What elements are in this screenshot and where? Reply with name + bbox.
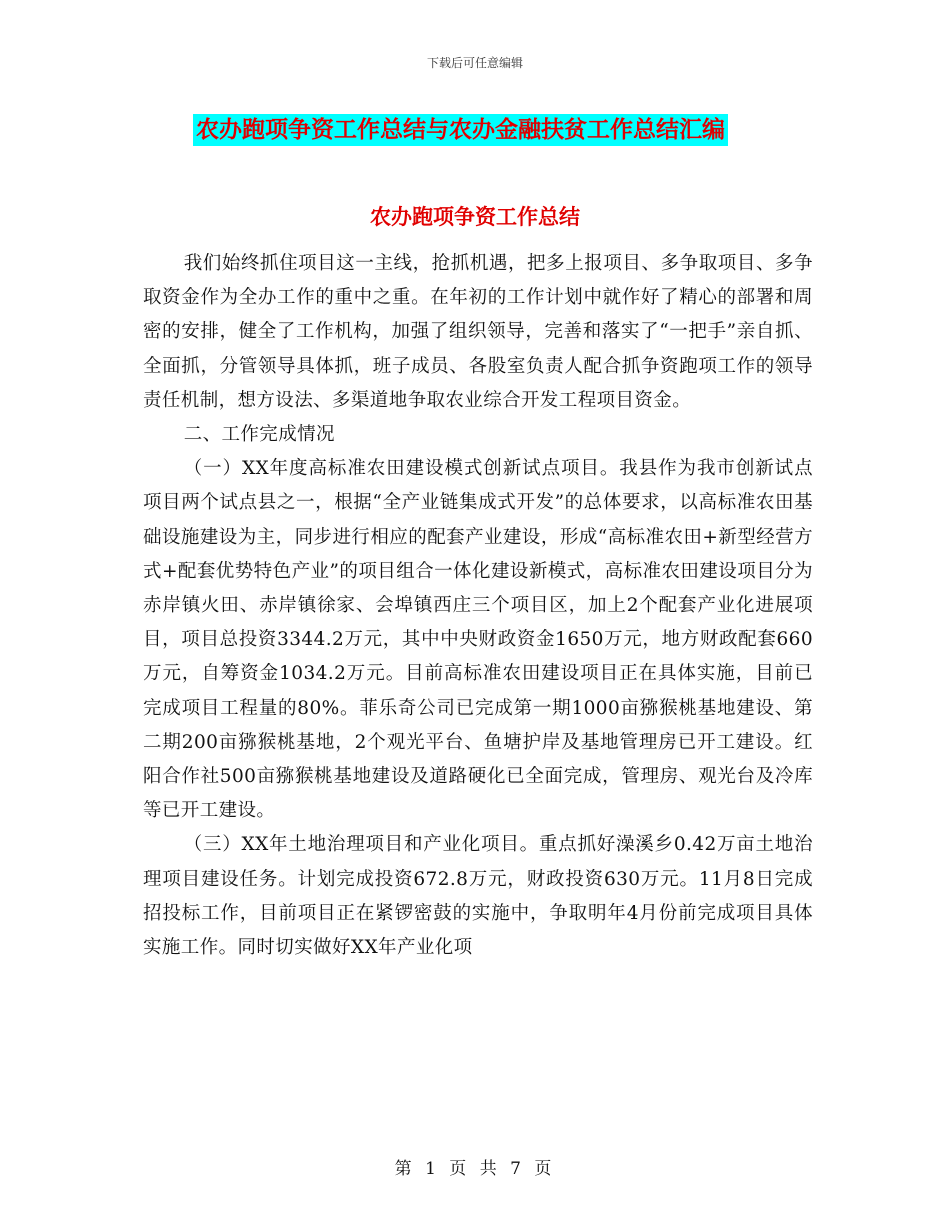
paragraph-item-3: （三）XX年土地治理项目和产业化项目。重点抓好澡溪乡0.42万亩土地治理项目建设任务。计划完成投资672.8万元，财政投资630万元。11月8日完成招投标工作，目前项目正在紧锣密鼓的实施中，争取明年4月份前完成项目具体实施工作。同时切实做好XX年产业化项 bbox=[143, 834, 813, 959]
page-footer: 第 1 页 共 7 页 bbox=[394, 1159, 556, 1179]
paragraph-item-1: （一）XX年度高标准农田建设模式创新试点项目。我县作为我市创新试点项目两个试点县之一，根据“全产业链集成式开发”的总体要求，以高标准农田基础设施建设为主，同步进行相应的配套产业建设，形成“高标准农田+新型经营方式+配套优势特色产业”的项目组合一体化建设新模式，高标准农田建设项目分为赤岸镇火田、赤岸镇徐家、会埠镇西庄三个项目区，加上2个配套产业化进展项目，项目总投资3344.2万元，其中中央财政资金1650万元，地方财政配套660万元，自筹资金1034.2万元。目前高标准农田建设项目正在具体实施，目前已完成项目工程量的80%。菲乐奇公司已完成第一期1000亩猕猴桃基地建设、第二期200亩猕猴桃基地，2个观光平台、鱼塘护岸及基地管理房已开工建设。红阳合作社500亩猕猴桃基地建设及道路硬化已全面完成，管理房、观光台及冷库等已开工建设。 bbox=[143, 458, 813, 822]
paragraph-intro: 我们始终抓住项目这一主线，抢抓机遇，把多上报项目、多争取项目、多争取资金作为全办工作的重中之重。在年初的工作计划中就作好了精心的部署和周密的安排，健全了工作机构，加强了组织领导，完善和落实了“一把手”亲自抓、全面抓，分管领导具体抓，班子成员、各股室负责人配合抓争资跑项工作的领导责任机制，想方设法、多渠道地争取农业综合开发工程项目资金。 bbox=[143, 253, 813, 411]
page-header-note: 下载后可任意编辑 bbox=[426, 56, 523, 70]
document-body bbox=[143, 247, 813, 965]
paragraph-heading-work-status: 二、工作完成情况 bbox=[183, 424, 335, 446]
document-title: 农办跑项争资工作总结与农办金融扶贫工作总结汇编 bbox=[193, 114, 728, 146]
section-title: 农办跑项争资工作总结 bbox=[370, 205, 580, 229]
